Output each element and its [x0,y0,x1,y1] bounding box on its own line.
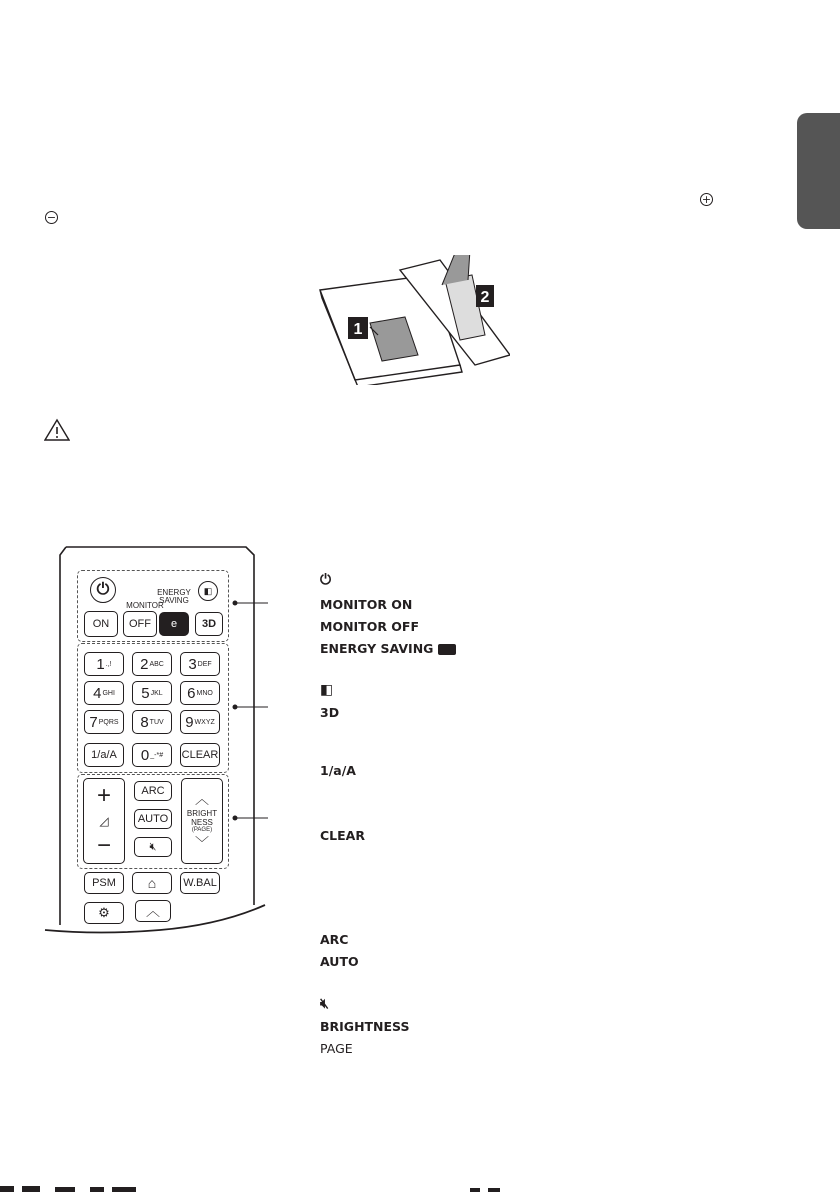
page-label: (PAGE) [191,827,213,833]
minus-polarity-icon: − [46,211,57,224]
key-0[interactable]: 0 _-*# [132,743,172,767]
key-1[interactable]: 1 .,! [84,652,124,676]
psm-button[interactable]: PSM [84,872,124,894]
monitor-off-button[interactable]: OFF [123,611,157,637]
brightness-down-icon: ﹀ [195,835,209,851]
battery-install-figure [300,255,510,385]
settings-button[interactable]: ⚙ [84,902,124,924]
power-button[interactable]: ⏻ [90,577,116,603]
volume-rocker[interactable] [83,778,125,864]
wbal-button[interactable]: W.BAL [180,872,220,894]
key-7[interactable]: 7 PQRS [84,710,124,734]
volume-down-icon: − [96,832,111,859]
three-d-button[interactable]: 3D [195,612,223,636]
energy-saving-label: ENERGY SAVING [157,588,191,605]
key-8[interactable]: 8 TUV [132,710,172,734]
cropped-footer-text [0,1184,520,1192]
input-button[interactable]: ◧ [198,581,218,601]
brightness-label: BRIGHTNESS [320,1019,410,1034]
arc-button[interactable]: ARC [134,781,172,801]
power-label: ⏻ [320,572,332,588]
key-1aA-label: 1/a/A [320,763,356,778]
page-label: PAGE [320,1041,353,1056]
monitor-on-button[interactable]: ON [84,611,118,637]
energy-saving-icon [438,644,456,655]
key-4[interactable]: 4 GHI [84,681,124,705]
volume-up-icon: + [96,782,111,809]
key-3[interactable]: 3 DEF [180,652,220,676]
key-5[interactable]: 5 JKL [132,681,172,705]
auto-label: AUTO [320,954,359,969]
remote-control [40,545,290,945]
key-9[interactable]: 9 WXYZ [180,710,220,734]
language-side-tab [797,113,840,229]
key-1aA[interactable]: 1/a/A [84,743,124,767]
mute-icon: 🔇︎ [320,996,329,1012]
brightness-rocker[interactable] [181,778,223,864]
key-2[interactable]: 2 ABC [132,652,172,676]
monitor-label: MONITOR [126,601,164,610]
plus-polarity-icon: + [701,193,712,206]
arc-label: ARC [320,932,349,947]
monitor-off-label: MONITOR OFF [320,619,420,634]
mute-button[interactable]: 🔇︎ [134,837,172,857]
input-icon: ◧ [320,682,334,698]
key-6[interactable]: 6 MNO [180,681,220,705]
monitor-on-label: MONITOR ON [320,597,413,612]
energy-saving-button[interactable]: e [159,612,189,636]
brightness-up-icon: ︿ [195,791,209,807]
energy-saving-list-label: ENERGY SAVING [320,641,456,656]
caution-icon [44,418,70,442]
brightness-label: BRIGHT NESS [186,809,218,827]
clear-button[interactable]: CLEAR [180,743,220,767]
volume-icon: ◿ [99,814,109,828]
step1-text: 1 [353,321,363,338]
auto-button[interactable]: AUTO [134,809,172,829]
clear-label: CLEAR [320,828,365,843]
three-d-label: 3D [320,705,340,720]
step2-text: 2 [480,289,490,306]
home-button[interactable]: ⌂ [132,872,172,894]
up-button[interactable]: ︿ [135,900,171,922]
